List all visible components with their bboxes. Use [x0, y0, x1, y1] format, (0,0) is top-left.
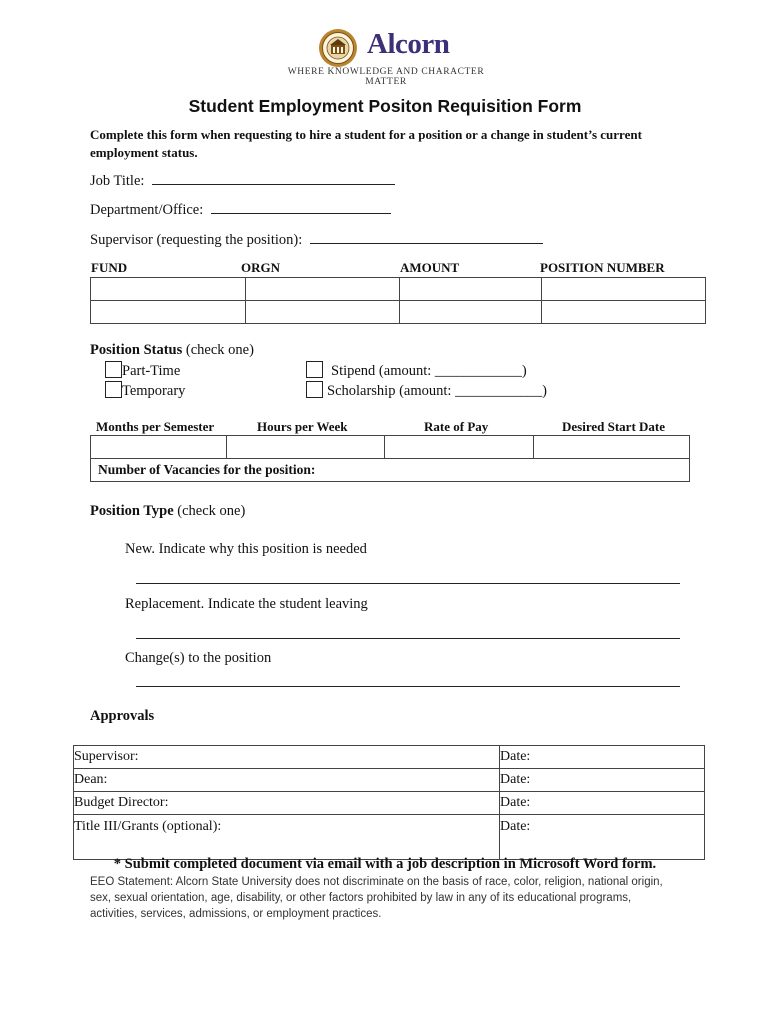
form-intro: Complete this form when requesting to hire a student for a position or a change in student’s current employment status. — [90, 127, 642, 160]
part-time-option — [105, 361, 180, 380]
fund-cell[interactable] — [91, 278, 246, 301]
replacement-option[interactable]: Replacement. Indicate the student leaving — [125, 596, 368, 612]
supervisor-field — [90, 231, 543, 249]
hours-header: Hours per Week — [257, 419, 348, 434]
change-option[interactable]: Change(s) to the position — [125, 650, 272, 666]
position-status-heading — [90, 342, 254, 359]
table-row — [91, 301, 706, 324]
pay-table — [90, 435, 690, 482]
replacement-student-line[interactable] — [136, 638, 680, 639]
table-row — [74, 792, 705, 815]
new-position-option[interactable]: New. Indicate why this position is needed — [125, 541, 367, 557]
approvals-heading: Approvals — [90, 708, 155, 724]
supervisor-label: Supervisor (requesting the position): — [90, 232, 303, 248]
position-status-label: Position Status — [90, 342, 183, 358]
stipend-option — [306, 361, 527, 380]
position-type-heading — [90, 503, 245, 520]
months-cell[interactable] — [91, 436, 227, 459]
approval-date-cell[interactable]: Date: — [500, 792, 705, 815]
fund-cell[interactable] — [91, 301, 246, 324]
table-row — [74, 769, 705, 792]
stipend-checkbox[interactable] — [306, 361, 323, 378]
rate-cell[interactable] — [385, 436, 534, 459]
scholarship-label: Scholarship (amount: ____________) — [327, 383, 547, 399]
department-field — [90, 201, 391, 219]
submit-instructions: * Submit completed document via email with a job description in Microsoft Word form. — [113, 856, 657, 872]
department-label: Department/Office: — [90, 202, 204, 218]
job-title-input[interactable] — [152, 172, 395, 185]
amount-cell[interactable] — [400, 301, 542, 324]
start-date-cell[interactable] — [534, 436, 690, 459]
table-row — [91, 436, 690, 459]
rate-header: Rate of Pay — [424, 419, 489, 434]
position-number-cell[interactable] — [542, 301, 706, 324]
university-seal-icon — [318, 28, 358, 68]
hours-cell[interactable] — [227, 436, 385, 459]
vacancies-cell[interactable] — [91, 459, 690, 482]
orgn-cell[interactable] — [246, 301, 400, 324]
temporary-checkbox[interactable] — [105, 381, 122, 398]
job-title-field — [90, 172, 395, 190]
stipend-label: Stipend (amount: ____________) — [331, 363, 527, 379]
approval-role-cell[interactable]: Dean: — [74, 769, 500, 792]
months-header: Months per Semester — [96, 419, 215, 434]
logo-wordmark: Alcorn — [367, 28, 450, 60]
job-title-label: Job Title: — [90, 173, 145, 189]
approval-role-cell[interactable]: Title III/Grants (optional): — [74, 815, 500, 860]
temporary-option — [105, 381, 185, 400]
table-row — [74, 815, 705, 860]
fund-header: FUND — [91, 260, 128, 275]
table-row — [91, 459, 690, 482]
approval-role-cell[interactable]: Supervisor: — [74, 746, 500, 769]
approval-date-cell[interactable]: Date: — [500, 815, 705, 860]
position-number-header: POSITION NUMBER — [540, 260, 665, 275]
table-row — [91, 278, 706, 301]
orgn-cell[interactable] — [246, 278, 400, 301]
approvals-table — [73, 745, 705, 860]
part-time-checkbox[interactable] — [105, 361, 122, 378]
logo-tagline: WHERE KNOWLEDGE AND CHARACTER MATTER — [287, 67, 485, 87]
approval-role-cell[interactable]: Budget Director: — [74, 792, 500, 815]
scholarship-checkbox[interactable] — [306, 381, 323, 398]
part-time-label: Part-Time — [122, 363, 181, 379]
fund-table — [90, 277, 706, 324]
temporary-label: Temporary — [122, 383, 186, 399]
vacancies-label: Number of Vacancies for the position: — [98, 462, 316, 477]
supervisor-input[interactable] — [310, 231, 543, 244]
position-number-cell[interactable] — [542, 278, 706, 301]
amount-header: AMOUNT — [400, 260, 460, 275]
position-type-label: Position Type — [90, 503, 174, 519]
orgn-header: ORGN — [241, 260, 280, 275]
position-type-hint: (check one) — [177, 503, 246, 519]
table-row — [74, 746, 705, 769]
department-input[interactable] — [211, 201, 391, 214]
eeo-statement: EEO Statement: Alcorn State University does not discriminate on the basis of race, color, religion, national origin, sex, sexual orientation, age, disability, or other factors prohibited by law in any of its educational programs, activities, services, admissions, or employment practices. — [90, 876, 663, 920]
scholarship-option — [306, 381, 547, 400]
amount-cell[interactable] — [400, 278, 542, 301]
position-status-hint: (check one) — [185, 342, 254, 358]
approval-date-cell[interactable]: Date: — [500, 746, 705, 769]
new-position-reason-line[interactable] — [136, 583, 680, 584]
approval-date-cell[interactable]: Date: — [500, 769, 705, 792]
start-date-header: Desired Start Date — [562, 419, 666, 434]
change-details-line[interactable] — [136, 686, 680, 687]
form-title: Student Employment Positon Requisition Form — [188, 96, 582, 116]
